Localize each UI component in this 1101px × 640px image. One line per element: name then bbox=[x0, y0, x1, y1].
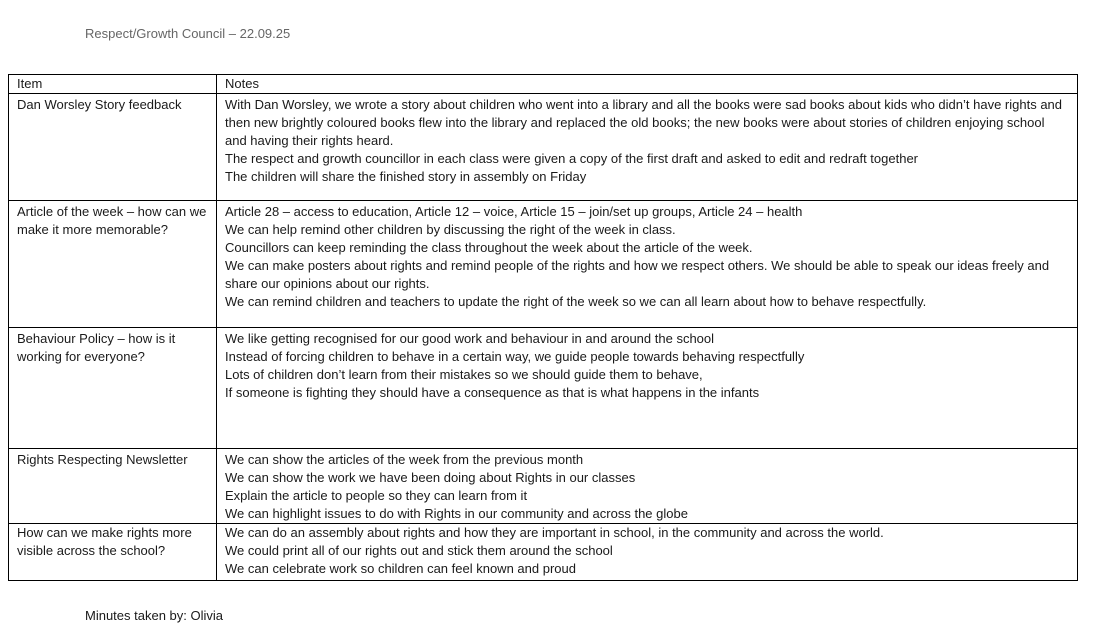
notes-cell bbox=[217, 524, 1078, 581]
note-line: We can do an assembly about rights and how they are important in school, in the community and across the world. bbox=[225, 525, 884, 540]
note-line: We can help remind other children by discussing the right of the week in class. bbox=[225, 222, 676, 237]
item-cell: Behaviour Policy – how is it working for everyone? bbox=[9, 328, 217, 449]
notes-cell bbox=[217, 201, 1078, 328]
note-line: We can highlight issues to do with Rights in our community and across the globe bbox=[225, 506, 688, 521]
table-row bbox=[9, 201, 1078, 328]
document-title: Respect/Growth Council – 22.09.25 bbox=[85, 26, 291, 41]
note-line: We can show the articles of the week from the previous month bbox=[225, 452, 584, 467]
item-cell: Article of the week – how can we make it more memorable? bbox=[9, 201, 217, 328]
note-line: Lots of children don’t learn from their mistakes so we should guide them to behave, bbox=[225, 367, 703, 382]
table-header-row bbox=[9, 75, 1078, 94]
note-line: We can make posters about rights and remind people of the rights and how we respect others. We should be able to speak our ideas freely and share our opinions about our rights. bbox=[225, 258, 1050, 291]
minutes-table bbox=[8, 74, 1078, 581]
item-cell: Rights Respecting Newsletter bbox=[9, 449, 217, 524]
note-line: Instead of forcing children to behave in a certain way, we guide people towards behaving respectfully bbox=[225, 349, 805, 364]
note-line: With Dan Worsley, we wrote a story about children who went into a library and all the books were sad books about kids who didn’t have rights and then new brightly coloured books flew into the library and replaced the old books; the new books were about stories of children enjoying school and having their rights heard. bbox=[225, 97, 1063, 148]
note-line: Councillors can keep reminding the class throughout the week about the article of the week. bbox=[225, 240, 753, 255]
note-line: We can show the work we have been doing about Rights in our classes bbox=[225, 470, 636, 485]
item-cell: Dan Worsley Story feedback bbox=[9, 94, 217, 201]
item-cell: How can we make rights more visible across the school? bbox=[9, 524, 217, 581]
notes-cell bbox=[217, 94, 1078, 201]
notes-cell bbox=[217, 449, 1078, 524]
notes-cell bbox=[217, 328, 1078, 449]
column-header-notes: Notes bbox=[217, 75, 1078, 94]
note-line: The respect and growth councillor in each class were given a copy of the first draft and asked to edit and redraft together bbox=[225, 151, 918, 166]
note-line: The children will share the finished story in assembly on Friday bbox=[225, 169, 587, 184]
note-line: We could print all of our rights out and stick them around the school bbox=[225, 543, 613, 558]
note-line: We like getting recognised for our good work and behaviour in and around the school bbox=[225, 331, 715, 346]
note-line: Article 28 – access to education, Article 12 – voice, Article 15 – join/set up groups, Article 24 – health bbox=[225, 204, 803, 219]
note-line: We can remind children and teachers to update the right of the week so we can all learn about how to behave respectfully. bbox=[225, 294, 927, 309]
table-row bbox=[9, 524, 1078, 581]
column-header-item: Item bbox=[9, 75, 217, 94]
table-row bbox=[9, 94, 1078, 201]
note-line: We can celebrate work so children can feel known and proud bbox=[225, 561, 576, 576]
table-row bbox=[9, 328, 1078, 449]
note-line: If someone is fighting they should have a consequence as that is what happens in the infants bbox=[225, 385, 760, 400]
minutes-taker: Minutes taken by: Olivia bbox=[85, 608, 224, 623]
note-line: Explain the article to people so they can learn from it bbox=[225, 488, 528, 503]
table-row bbox=[9, 449, 1078, 524]
